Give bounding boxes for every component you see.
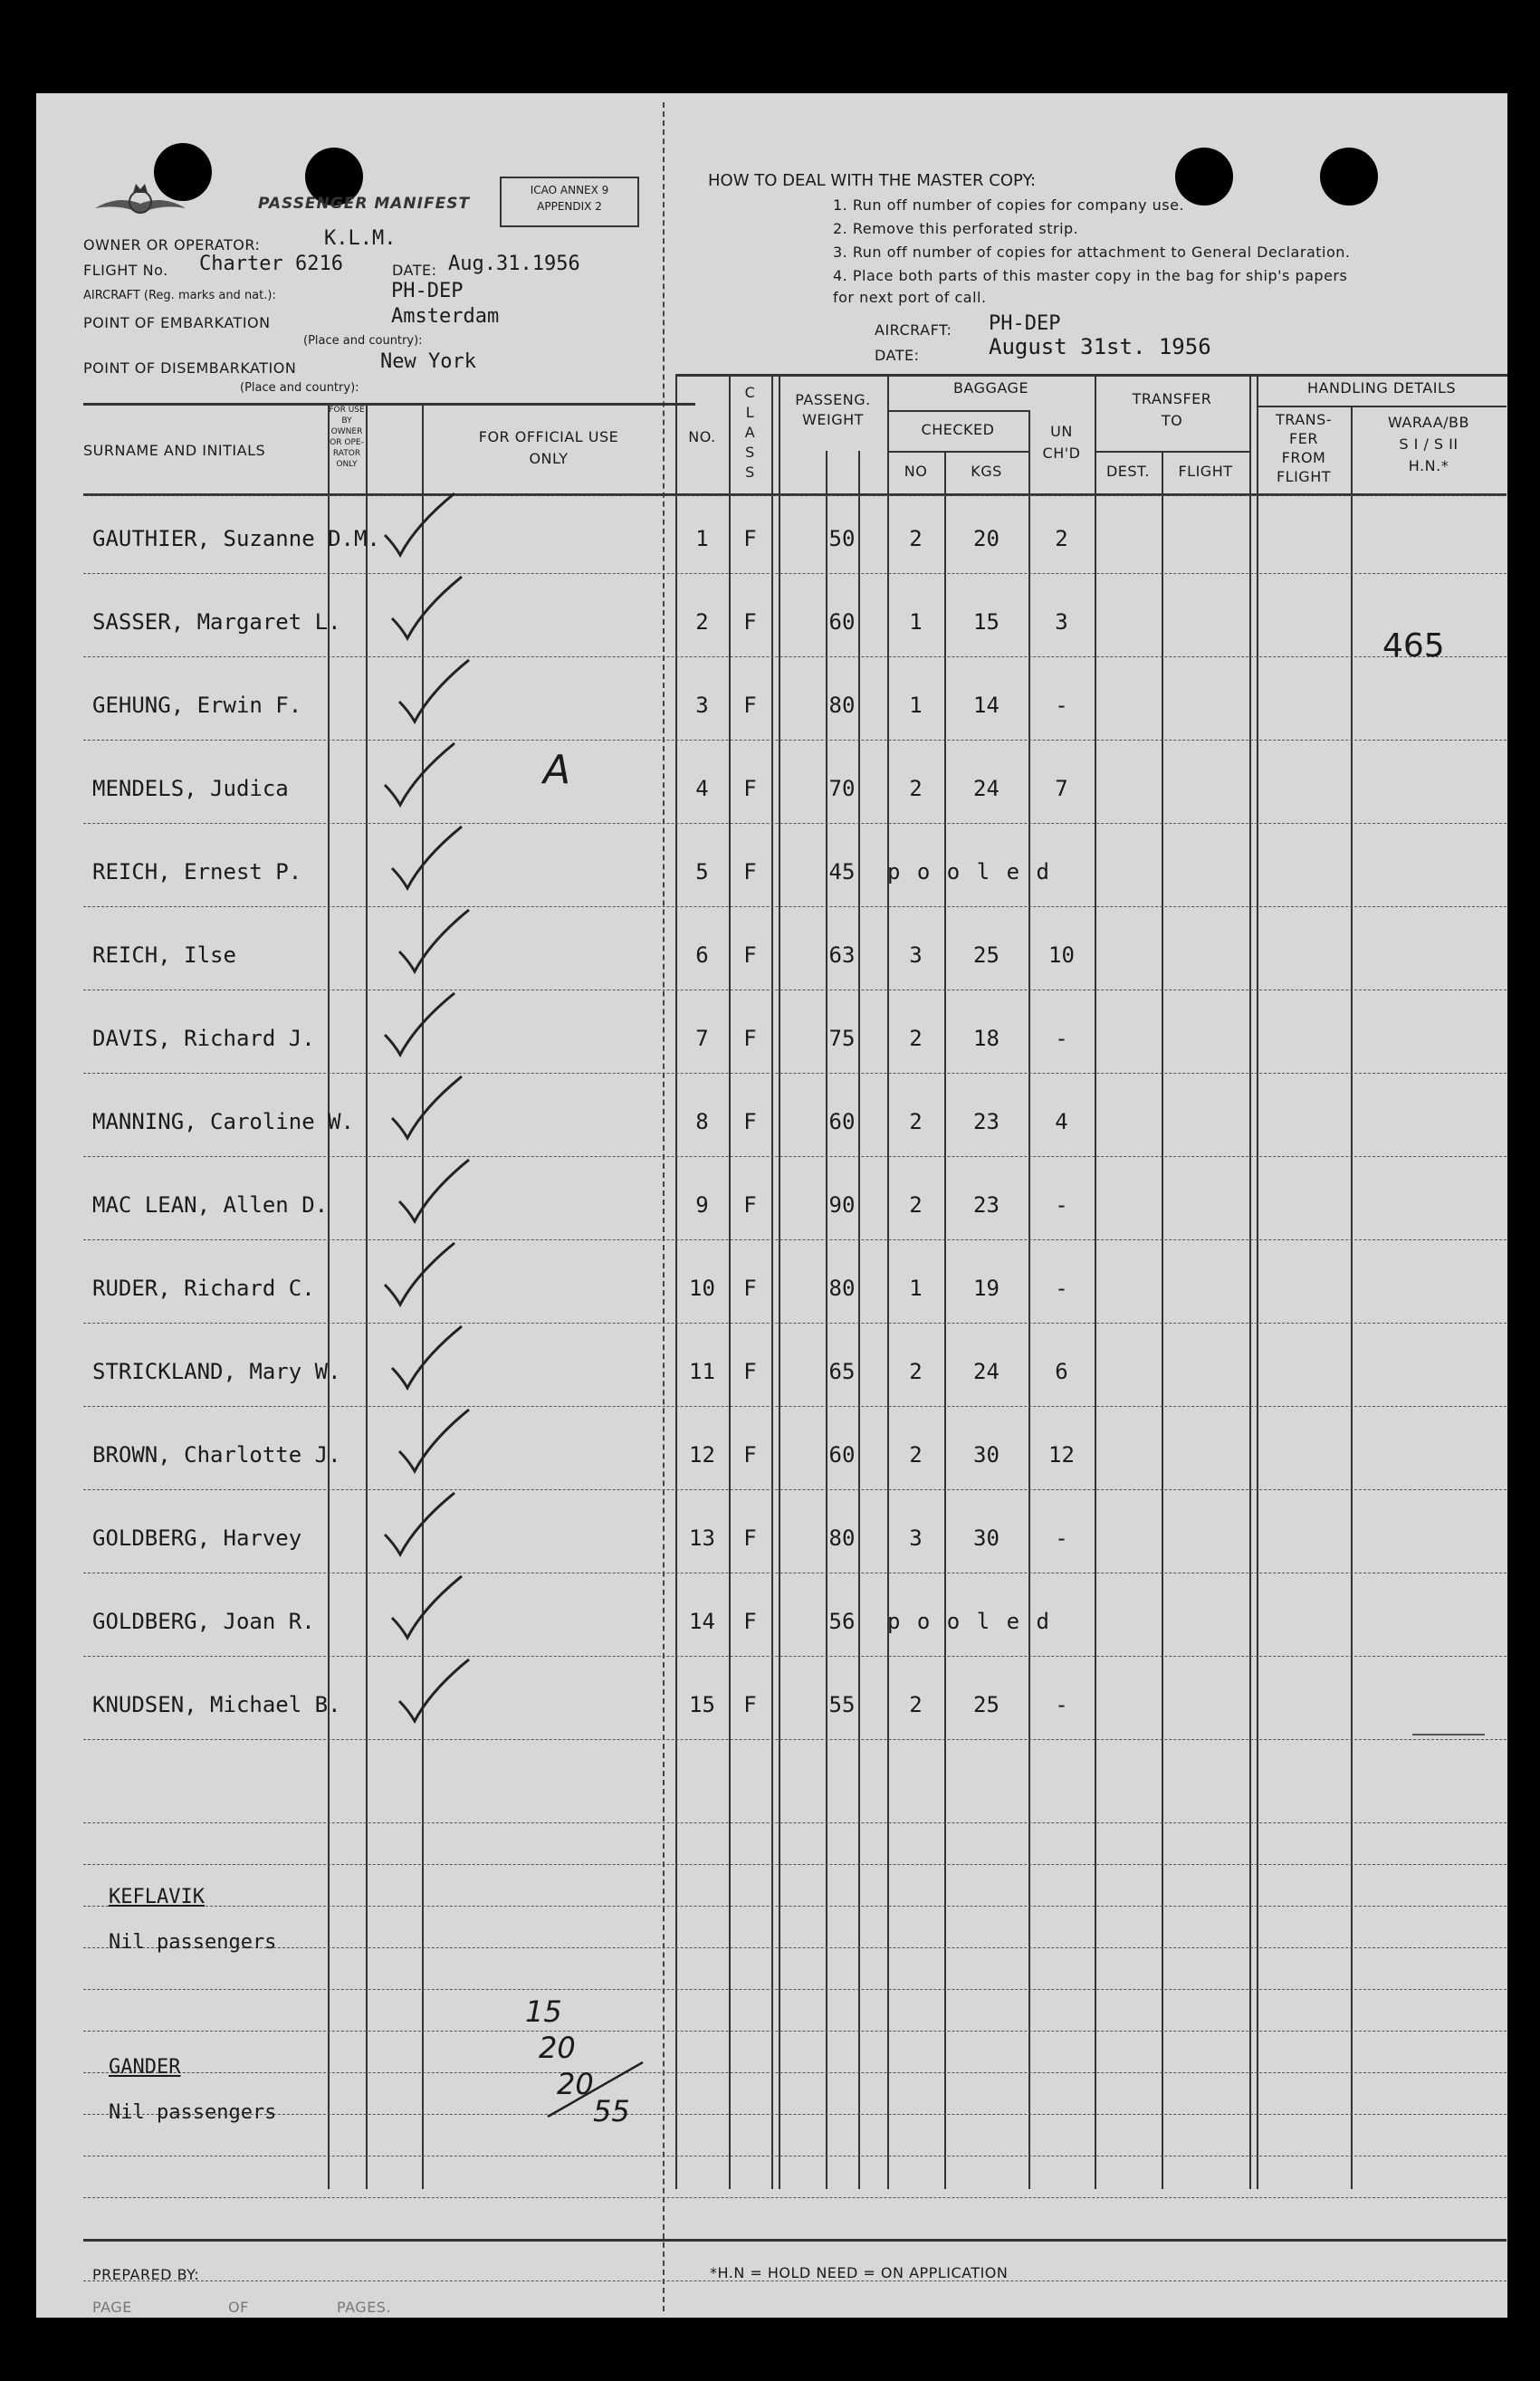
baggage-unchecked: 7	[1055, 776, 1068, 801]
col-divider	[1095, 374, 1096, 2189]
baggage-no: 1	[909, 693, 923, 718]
passenger-class: F	[743, 1525, 757, 1551]
row-guide-line	[83, 1406, 1507, 1407]
passenger-class: F	[743, 1192, 757, 1218]
col-unchd	[1028, 421, 1095, 464]
passenger-class: F	[743, 526, 757, 551]
icao-appendix: APPENDIX 2	[537, 200, 602, 213]
for-use-line: ONLY	[336, 460, 358, 469]
passenger-no: 1	[695, 526, 709, 551]
waraa-line: S I / S II	[1399, 435, 1459, 453]
class-letter: A	[744, 424, 756, 441]
baggage-unchecked: -	[1055, 1026, 1068, 1051]
passenger-class: F	[743, 776, 757, 801]
check-mark-icon	[380, 988, 462, 1060]
row-guide-line	[83, 1864, 1507, 1865]
row-guide-line	[83, 495, 1507, 496]
baggage-kgs: 30	[973, 1442, 1000, 1468]
row-guide-line	[83, 1073, 1507, 1074]
passenger-weight: 45	[828, 859, 856, 885]
owner-label: OWNER OR OPERATOR:	[83, 236, 261, 253]
row-guide-line	[83, 2114, 1507, 2115]
for-use-line: OR OPE-	[330, 438, 364, 447]
row-guide-line	[83, 1656, 1507, 1657]
check-mark-icon	[387, 1071, 469, 1143]
baggage-no: 1	[909, 609, 923, 635]
row-guide-line	[83, 2031, 1507, 2032]
baggage-no: 3	[909, 1525, 923, 1551]
instructions-date-label: DATE:	[875, 347, 920, 364]
for-use-line: RATOR	[332, 449, 361, 458]
handwritten-sum-20a: 20	[539, 2031, 576, 2065]
flight-label: FLIGHT No.	[83, 262, 168, 279]
col-transfer-from	[1257, 410, 1351, 486]
icao-annex: ICAO ANNEX 9	[530, 184, 609, 196]
class-letter: S	[745, 464, 755, 481]
baggage-kgs: 23	[973, 1109, 1000, 1134]
instructions-title: HOW TO DEAL WITH THE MASTER COPY:	[708, 171, 1037, 190]
baggage-no: 2	[909, 1109, 923, 1134]
passenger-name: REICH, Ernest P.	[92, 859, 302, 885]
class-letter: C	[744, 384, 756, 401]
baggage-unchecked: -	[1055, 1276, 1068, 1301]
baggage-unchecked: 4	[1055, 1109, 1068, 1134]
instructions-aircraft-value: PH-DEP	[989, 312, 1061, 335]
embark-note: (Place and country):	[303, 334, 423, 348]
baggage-kgs: 20	[973, 526, 1000, 551]
passenger-no: 6	[695, 942, 709, 968]
transfer-from-line: FER	[1289, 430, 1318, 447]
stop-place: KEFLAVIK	[109, 1886, 205, 1908]
baggage-no: 2	[909, 776, 923, 801]
header-sub-rule	[887, 410, 1028, 412]
passenger-class: F	[743, 942, 757, 968]
baggage-unchecked: 12	[1048, 1442, 1075, 1468]
disembark-value: New York	[380, 350, 476, 373]
passenger-weight: 80	[828, 1276, 856, 1301]
passenger-class: F	[743, 693, 757, 718]
passenger-name: REICH, Ilse	[92, 942, 236, 968]
baggage-no: 2	[909, 1026, 923, 1051]
check-mark-icon	[387, 1571, 469, 1643]
aircraft-value: PH-DEP	[391, 280, 464, 302]
passenger-no: 11	[689, 1359, 715, 1384]
of-label: OF	[228, 2299, 249, 2316]
date-value: Aug.31.1956	[448, 253, 580, 275]
flight-value: Charter 6216	[199, 253, 343, 275]
instruction-item: 2. Remove this perforated strip.	[833, 220, 1079, 237]
icao-ref-box	[500, 177, 639, 227]
header-top-rule-right	[675, 374, 1507, 377]
instruction-item: 3. Run off number of copies for attachment to General Declaration.	[833, 244, 1351, 261]
waraa-line: WARAA/BB	[1387, 414, 1470, 431]
for-use-line: OWNER	[330, 427, 363, 436]
official-line: FOR OFFICIAL USE	[478, 428, 619, 445]
weight-line: PASSENG.	[795, 391, 871, 408]
header-top-rule	[83, 403, 695, 406]
transfer-line: TRANSFER	[1132, 390, 1212, 407]
passenger-class: F	[743, 1109, 757, 1134]
baggage-no: 2	[909, 1192, 923, 1218]
check-mark-icon	[380, 1487, 462, 1560]
date-label: DATE:	[392, 262, 437, 279]
passenger-class: F	[743, 1609, 757, 1634]
footer-rule	[83, 2239, 1507, 2242]
instruction-item: 1. Run off number of copies for company use.	[833, 196, 1185, 214]
baggage-unchecked: 6	[1055, 1359, 1068, 1384]
passenger-no: 2	[695, 609, 709, 635]
col-class	[729, 383, 771, 483]
row-guide-line	[83, 906, 1507, 907]
row-guide-line	[83, 656, 1507, 657]
transfer-from-line: FROM	[1281, 449, 1326, 466]
baggage-unchecked: -	[1055, 693, 1068, 718]
passenger-class: F	[743, 1692, 757, 1717]
official-line: ONLY	[529, 450, 569, 467]
row-guide-line	[83, 1489, 1507, 1490]
baggage-unchecked: -	[1055, 1525, 1068, 1551]
check-mark-icon	[387, 571, 469, 644]
weight-line: WEIGHT	[802, 411, 864, 428]
check-mark-icon	[380, 738, 462, 810]
row-guide-line	[83, 1822, 1507, 1823]
baggage-unchecked: 10	[1048, 942, 1075, 968]
baggage-unchecked: 3	[1055, 609, 1068, 635]
handwritten-sum-15: 15	[525, 1994, 562, 2029]
baggage-pooled: p o o l e d	[887, 1609, 1051, 1634]
header-sub-rule	[1257, 406, 1507, 407]
prepared-by-label: PREPARED BY:	[92, 2266, 200, 2283]
passenger-class: F	[743, 859, 757, 885]
passenger-no: 14	[689, 1609, 715, 1634]
passenger-name: STRICKLAND, Mary W.	[92, 1359, 341, 1384]
row-guide-line	[83, 740, 1507, 741]
pages-label: PAGES.	[337, 2299, 392, 2316]
check-mark-icon	[395, 655, 476, 727]
check-mark-icon	[395, 904, 476, 977]
check-mark-icon	[380, 1238, 462, 1310]
baggage-unchecked: -	[1055, 1192, 1068, 1218]
passenger-name: DAVIS, Richard J.	[92, 1026, 315, 1051]
col-divider	[779, 374, 780, 2189]
handwritten-sum-rule-icon	[543, 2058, 652, 2121]
col-divider	[1162, 451, 1163, 2189]
stop-note: Nil passengers	[109, 2101, 277, 2124]
manifest-sheet	[36, 93, 1507, 2318]
passenger-weight: 65	[828, 1359, 856, 1384]
handwritten-official-mark: A	[543, 747, 571, 793]
instruction-item: for next port of call.	[833, 289, 987, 306]
baggage-kgs: 25	[973, 1692, 1000, 1717]
col-for-use-by	[328, 405, 366, 470]
passenger-class: F	[743, 609, 757, 635]
baggage-kgs: 23	[973, 1192, 1000, 1218]
row-guide-line	[83, 2197, 1507, 2198]
row-guide-line	[83, 1156, 1507, 1157]
passenger-name: MENDELS, Judica	[92, 776, 289, 801]
header-sub-rule	[1095, 451, 1249, 453]
col-divider	[1257, 374, 1258, 2189]
passenger-no: 4	[695, 776, 709, 801]
passenger-no: 3	[695, 693, 709, 718]
col-divider	[1351, 406, 1353, 2189]
passenger-name: GOLDBERG, Joan R.	[92, 1609, 315, 1634]
check-mark-icon	[387, 821, 469, 894]
row-guide-line	[83, 823, 1507, 824]
row-guide-line	[83, 1239, 1507, 1240]
embark-value: Amsterdam	[391, 305, 500, 328]
check-mark-icon	[395, 1154, 476, 1227]
aircraft-label: AIRCRAFT (Reg. marks and nat.):	[83, 289, 276, 302]
check-mark-icon	[395, 1654, 476, 1726]
col-checked: CHECKED	[921, 421, 995, 438]
baggage-no: 2	[909, 526, 923, 551]
col-flight: FLIGHT	[1178, 463, 1233, 480]
col-baggage: BAGGAGE	[952, 379, 1029, 397]
passenger-name: RUDER, Richard C.	[92, 1276, 315, 1301]
row-guide-line	[83, 1323, 1507, 1324]
col-official	[422, 426, 675, 470]
passenger-class: F	[743, 1359, 757, 1384]
col-surname: SURNAME AND INITIALS	[83, 442, 266, 459]
instructions-date-value: August 31st. 1956	[989, 334, 1211, 359]
col-bag-kgs: KGS	[971, 463, 1002, 480]
baggage-kgs: 30	[973, 1525, 1000, 1551]
passenger-name: MAC LEAN, Allen D.	[92, 1192, 329, 1218]
passenger-weight: 55	[828, 1692, 856, 1717]
hn-note: *H.N = HOLD NEED = ON APPLICATION	[710, 2264, 1009, 2281]
baggage-unchecked: 2	[1055, 526, 1068, 551]
for-use-line: FOR USE	[329, 406, 365, 415]
col-bag-no: NO	[904, 463, 928, 480]
row-guide-line	[83, 573, 1507, 574]
class-letter: S	[745, 444, 755, 461]
passenger-name: BROWN, Charlotte J.	[92, 1442, 341, 1468]
baggage-kgs: 24	[973, 1359, 1000, 1384]
passenger-no: 15	[689, 1692, 715, 1717]
passenger-weight: 63	[828, 942, 856, 968]
waraa-line: H.N.*	[1408, 457, 1449, 474]
baggage-kgs: 25	[973, 942, 1000, 968]
baggage-no: 2	[909, 1692, 923, 1717]
passenger-no: 13	[689, 1525, 715, 1551]
transfer-from-line: FLIGHT	[1276, 468, 1332, 485]
passenger-name: GEHUNG, Erwin F.	[92, 693, 302, 718]
header-sub-rule	[887, 451, 1028, 453]
passenger-no: 12	[689, 1442, 715, 1468]
passenger-class: F	[743, 1026, 757, 1051]
passenger-name: GOLDBERG, Harvey	[92, 1525, 302, 1551]
punch-hole	[1320, 148, 1378, 206]
passenger-weight: 80	[828, 1525, 856, 1551]
check-mark-icon	[387, 1321, 469, 1393]
col-divider	[328, 406, 330, 2189]
passenger-no: 8	[695, 1109, 709, 1134]
for-use-line: BY	[341, 416, 352, 426]
col-no: NO.	[688, 428, 716, 445]
handwritten-page-number: 465	[1382, 627, 1445, 665]
baggage-kgs: 19	[973, 1276, 1000, 1301]
row-guide-line	[83, 1947, 1507, 1948]
disembark-label: POINT OF DISEMBARKATION	[83, 359, 297, 377]
col-dest: DEST.	[1105, 463, 1151, 480]
passenger-name: MANNING, Caroline W.	[92, 1109, 354, 1134]
handwritten-sum-55: 55	[593, 2094, 630, 2128]
passenger-weight: 60	[828, 1442, 856, 1468]
col-divider	[1249, 374, 1251, 2189]
hand-dash-mark	[1412, 1734, 1485, 1736]
stop-place: GANDER	[109, 2056, 181, 2079]
embark-label: POINT OF EMBARKATION	[83, 314, 271, 331]
row-guide-line	[83, 2072, 1507, 2073]
class-letter: L	[745, 404, 755, 421]
baggage-kgs: 18	[973, 1026, 1000, 1051]
passenger-weight: 56	[828, 1609, 856, 1634]
passenger-no: 7	[695, 1026, 709, 1051]
baggage-kgs: 14	[973, 693, 1000, 718]
col-divider	[771, 374, 773, 2189]
passenger-no: 9	[695, 1192, 709, 1218]
passenger-weight: 80	[828, 693, 856, 718]
col-passeng-weight	[779, 390, 887, 430]
baggage-no: 2	[909, 1442, 923, 1468]
page-label: PAGE	[92, 2299, 132, 2316]
unchd-line: CH'D	[1042, 445, 1081, 462]
baggage-pooled: p o o l e d	[887, 859, 1051, 885]
disembark-note: (Place and country):	[240, 381, 359, 395]
stop-note: Nil passengers	[109, 1931, 277, 1954]
check-mark-icon	[395, 1404, 476, 1477]
owner-value: K.L.M.	[324, 227, 397, 250]
baggage-kgs: 24	[973, 776, 1000, 801]
row-guide-line	[83, 1989, 1507, 1990]
passenger-weight: 60	[828, 1109, 856, 1134]
passenger-weight: 75	[828, 1026, 856, 1051]
transfer-from-line: TRANS-	[1275, 411, 1333, 428]
passenger-name: SASSER, Margaret L.	[92, 609, 341, 635]
passenger-name: GAUTHIER, Suzanne D.M.	[92, 526, 380, 551]
check-mark-icon	[380, 488, 462, 560]
baggage-unchecked: -	[1055, 1692, 1068, 1717]
baggage-no: 1	[909, 1276, 923, 1301]
col-handling: HANDLING DETAILS	[1306, 379, 1457, 397]
manifest-title: PASSENGER MANIFEST	[258, 195, 471, 213]
instructions-aircraft-label: AIRCRAFT:	[875, 321, 952, 339]
col-transfer	[1095, 388, 1249, 432]
baggage-no: 3	[909, 942, 923, 968]
unchd-line: UN	[1050, 423, 1073, 440]
passenger-weight: 50	[828, 526, 856, 551]
row-guide-line	[83, 1906, 1507, 1907]
row-guide-line	[83, 1739, 1507, 1740]
baggage-kgs: 15	[973, 609, 1000, 635]
handwritten-sum-20b: 20	[557, 2067, 594, 2101]
col-waraa	[1351, 412, 1507, 477]
baggage-no: 2	[909, 1359, 923, 1384]
transfer-line: TO	[1161, 412, 1183, 429]
passenger-name: KNUDSEN, Michael B.	[92, 1692, 341, 1717]
passenger-class: F	[743, 1276, 757, 1301]
passenger-no: 5	[695, 859, 709, 885]
passenger-no: 10	[689, 1276, 715, 1301]
passenger-class: F	[743, 1442, 757, 1468]
passenger-weight: 90	[828, 1192, 856, 1218]
col-divider	[366, 406, 368, 2189]
passenger-weight: 60	[828, 609, 856, 635]
passenger-weight: 70	[828, 776, 856, 801]
instruction-item: 4. Place both parts of this master copy in the bag for ship's papers	[833, 267, 1348, 284]
klm-crown-logo-icon	[91, 177, 190, 231]
